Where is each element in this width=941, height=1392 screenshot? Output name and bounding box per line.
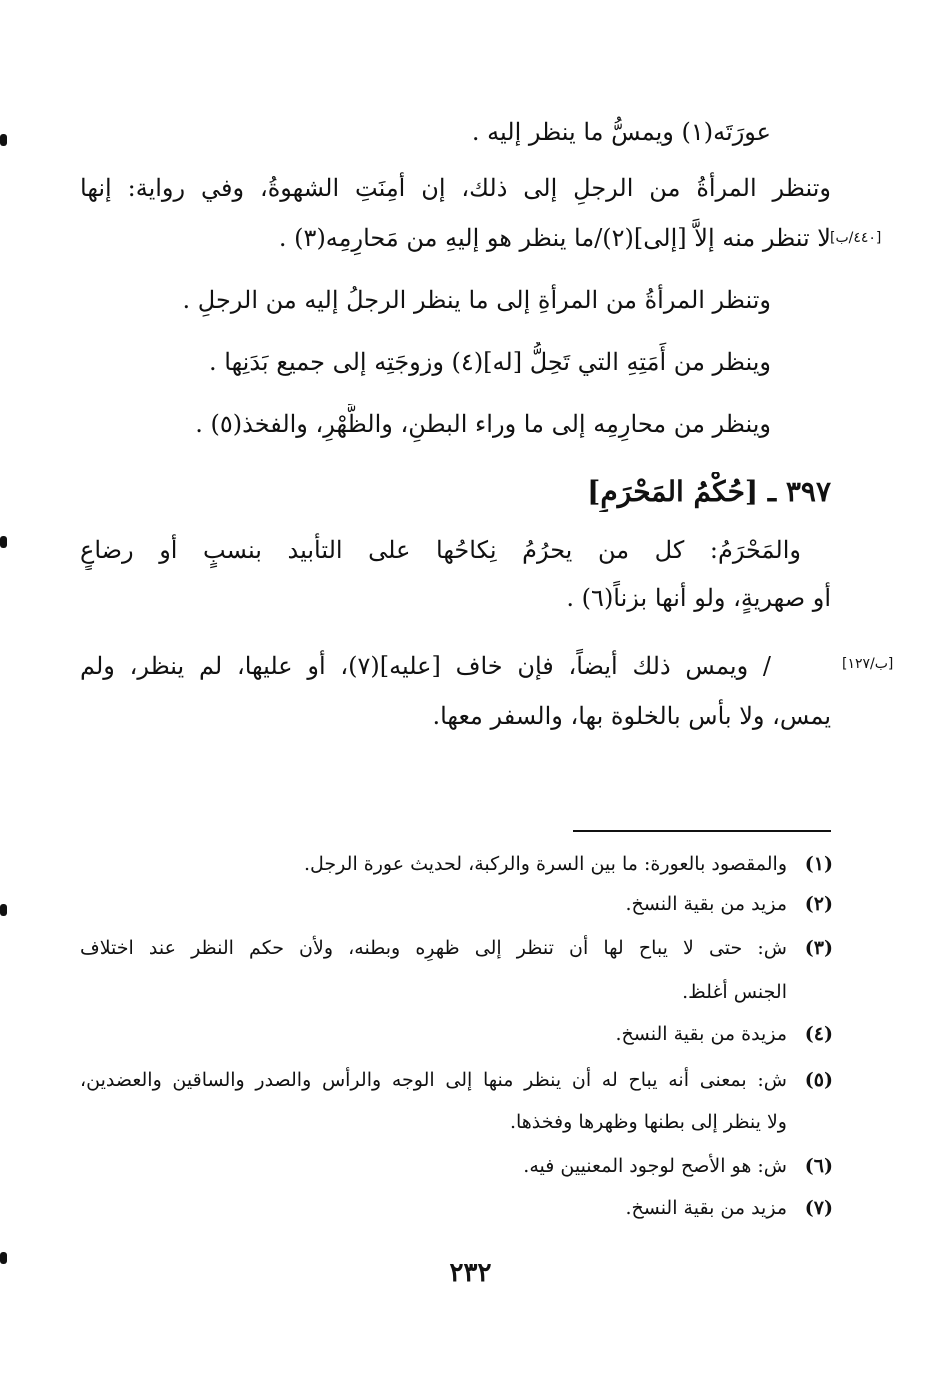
body-line-8: أو صهريةٍ، ولو أنها بزناً(٦) .: [566, 584, 831, 612]
body-line-9: / ويمس ذلك أيضاً، فإن خاف [عليه](٧)، أو عليها، لم ينظر، ولم: [80, 652, 771, 680]
footnote-5-continuation: ولا ينظر إلى بطنها وظهرها وفخذها.: [509, 1111, 787, 1133]
body-line-1: عورَتَه(١) ويمسُّ ما ينظر إليه .: [471, 118, 771, 146]
footnote-number: (٢): [804, 893, 833, 915]
body-line-7: والمَحْرَمُ: كل من يحرُمُ نِكاحُها على التأبيد بنسبٍ أو رضاعٍ: [80, 536, 801, 564]
body-line-5: وينظر من أَمَتِهِ التي تَحِلُّ [له](٤) وزوجَتِه إلى جميع بَدَنِها .: [209, 348, 771, 376]
footnote-text: ش: حتى لا يباح لها أن تنظر إلى ظهرِه وبطنه، ولأن حكم النظر عند اختلاف: [80, 937, 787, 959]
footnote-number: (٣): [804, 937, 833, 959]
footnote-text: ش: هو الأصح لوجود المعنيين فيه.: [523, 1155, 787, 1177]
footnote-3-continuation: الجنس أغلظ.: [682, 981, 787, 1003]
footnote-4: [80, 1014, 833, 1054]
body-line-6: وينظر من محارِمِه إلى ما وراء البطنِ، والظَّهْرِ، والفخذ(٥) .: [195, 410, 771, 438]
scan-edge-mark: [0, 536, 7, 548]
margin-folio-note-1: [٤٤٠/ب]: [830, 230, 882, 246]
footnote-text: مزيد من بقية النسخ.: [625, 893, 787, 915]
footnote-text: مزيدة من بقية النسخ.: [615, 1023, 787, 1045]
footnote-number: (٥): [804, 1069, 833, 1091]
footnote-number: (١): [804, 853, 833, 875]
footnote-number: (٦): [804, 1155, 833, 1177]
footnote-6: [80, 1146, 833, 1186]
scan-edge-mark: [0, 904, 7, 916]
footnote-text: والمقصود بالعورة: ما بين السرة والركبة، لحديث عورة الرجل.: [304, 853, 787, 875]
body-line-2: وتنظر المرأةُ من الرجلِ إلى ذلك، إن أمِنَتِ الشهوةُ، وفي رواية: إنها: [80, 174, 831, 202]
footnote-3: [80, 928, 833, 968]
body-line-10: يمس، ولا بأس بالخلوة بها، والسفر معها.: [432, 702, 831, 730]
footnote-7: [80, 1188, 833, 1228]
scan-edge-mark: [0, 134, 7, 146]
footnote-text: ش: بمعنى أنه يباح له أن ينظر منها إلى الوجه والرأس والصدر والساقين والعضدين،: [80, 1069, 787, 1091]
page-number: ٢٣٢: [449, 1258, 492, 1288]
body-line-4: وتنظر المرأةُ من المرأةِ إلى ما ينظر الرجلُ إليه من الرجلِ .: [182, 286, 771, 314]
footnote-1: [80, 844, 833, 884]
body-line-3: لا تنظر منه إلاَّ [إلى](٢)/ما ينظر هو إليهِ من مَحارِمِه(٣) .: [278, 224, 831, 252]
footnote-2: [80, 884, 833, 924]
footnote-number: (٤): [804, 1023, 833, 1045]
footnote-number: (٧): [804, 1197, 833, 1219]
margin-folio-note-2: [ب/١٢٧]: [842, 656, 894, 672]
footnote-separator: [573, 830, 831, 832]
footnote-5: [80, 1060, 833, 1100]
scan-edge-mark: [0, 1252, 7, 1264]
section-heading: ٣٩٧ ـ [حُكْمُ المَحْرَمِ]: [587, 475, 831, 508]
footnote-text: مزيد من بقية النسخ.: [625, 1197, 787, 1219]
